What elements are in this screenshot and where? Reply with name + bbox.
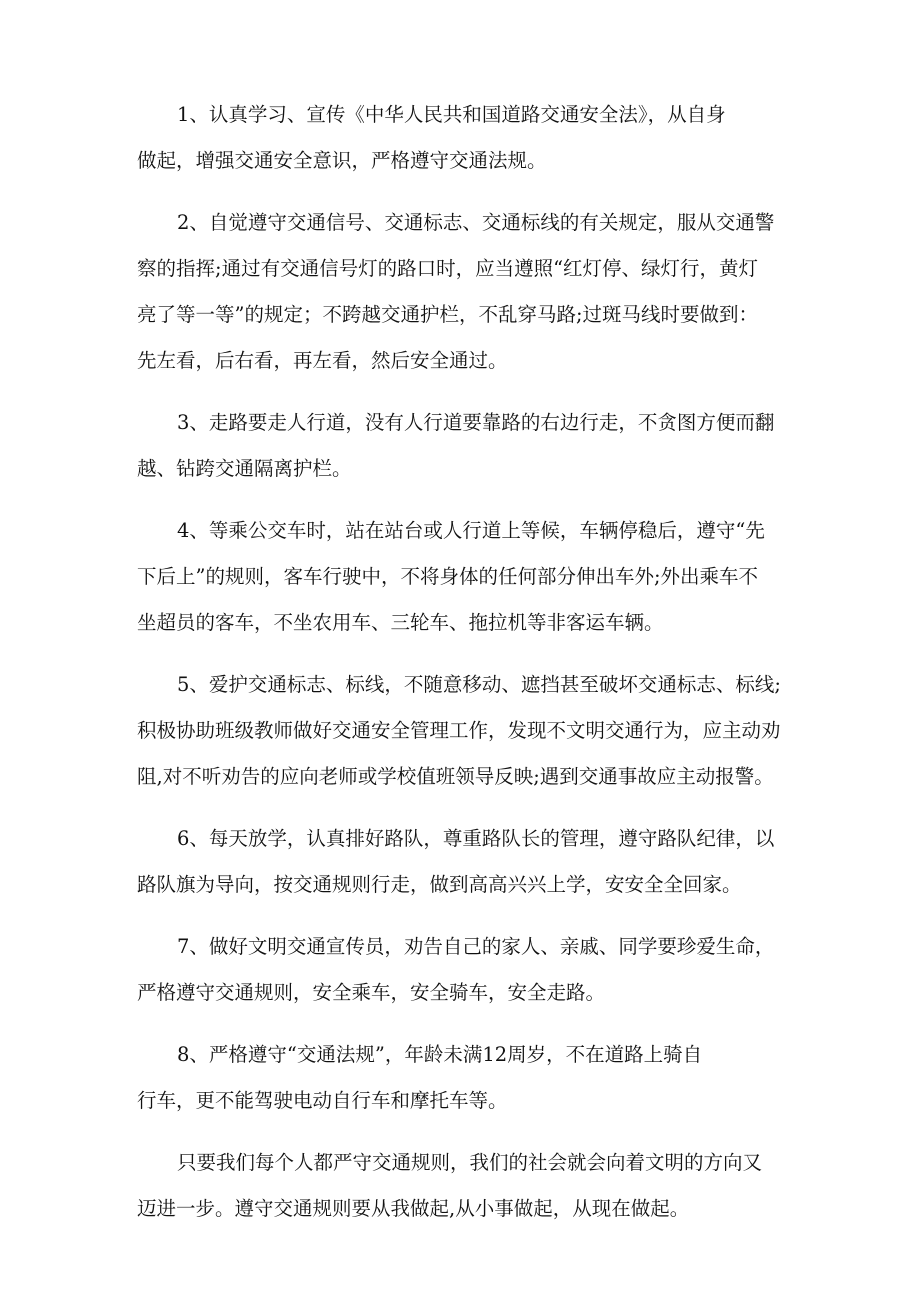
paragraph-4 [137,508,797,646]
paragraph-line: 先左看，后右看，再左看，然后安全通过。 [137,349,508,372]
paragraph-line: 亮了等一等”的规定；不跨越交通护栏，不乱穿马路;过斑马线时要做到： [137,303,759,326]
paragraph-conclusion [137,1140,797,1232]
paragraph-7 [137,924,797,1016]
paragraph-line: 迈进一步。遵守交通规则要从我做起,从小事做起，从现在做起。 [137,1197,690,1220]
paragraph-8 [137,1032,797,1124]
paragraph-line: 6、每天放学，认真排好路队，尊重路队长的管理，遵守路队纪律，以 [177,827,775,850]
paragraph-line: 做起，增强交通安全意识，严格遵守交通法规。 [137,149,547,172]
paragraph-line: 只要我们每个人都严守交通规则，我们的社会就会向着文明的方向又 [177,1151,763,1174]
paragraph-line: 下后上”的规则，客车行驶中，不将身体的任何部分伸出车外;外出乘车不 [137,565,759,588]
paragraph-3 [137,400,797,492]
paragraph-line: 阻,对不听劝告的应向老师或学校值班领导反映;遇到交通事故应主动报警。 [137,765,774,788]
paragraph-line: 积极协助班级教师做好交通安全管理工作，发现不文明交通行为，应主动劝 [137,719,781,742]
paragraph-2 [137,200,797,384]
paragraph-line: 3、走路要走人行道，没有人行道要靠路的右边行走，不贪图方便而翻 [177,411,775,434]
paragraph-5 [137,662,797,800]
paragraph-line: 察的指挥;通过有交通信号灯的路口时，应当遵照“红灯停、绿灯行，黄灯 [137,257,759,280]
paragraph-line: 越、钻跨交通隔离护栏。 [137,457,352,480]
document-body [137,92,797,1248]
paragraph-line: 严格遵守交通规则，安全乘车，安全骑车，安全走路。 [137,981,606,1004]
paragraph-line: 坐超员的客车，不坐农用车、三轮车、拖拉机等非客运车辆。 [137,611,664,634]
paragraph-line: 2、自觉遵守交通信号、交通标志、交通标线的有关规定，服从交通警 [177,211,775,234]
paragraph-6 [137,816,797,908]
paragraph-line: 7、做好文明交通宣传员，劝告自己的家人、亲戚、同学要珍爱生命， [177,935,775,958]
paragraph-line: 5、爱护交通标志、标线，不随意移动、遮挡甚至破坏交通标志、标线; [177,673,781,696]
paragraph-line: 8、严格遵守“交通法规”，年龄未满12周岁，不在道路上骑自 [177,1043,703,1066]
paragraph-line: 路队旗为导向，按交通规则行走，做到高高兴兴上学，安安全全回家。 [137,873,742,896]
paragraph-line: 1、认真学习、宣传《中华人民共和国道路交通安全法》，从自身 [177,103,726,126]
paragraph-1 [137,92,797,184]
paragraph-line: 行车，更不能驾驶电动自行车和摩托车等。 [137,1089,508,1112]
paragraph-line: 4、等乘公交车时，站在站台或人行道上等候，车辆停稳后，遵守“先 [177,519,765,542]
